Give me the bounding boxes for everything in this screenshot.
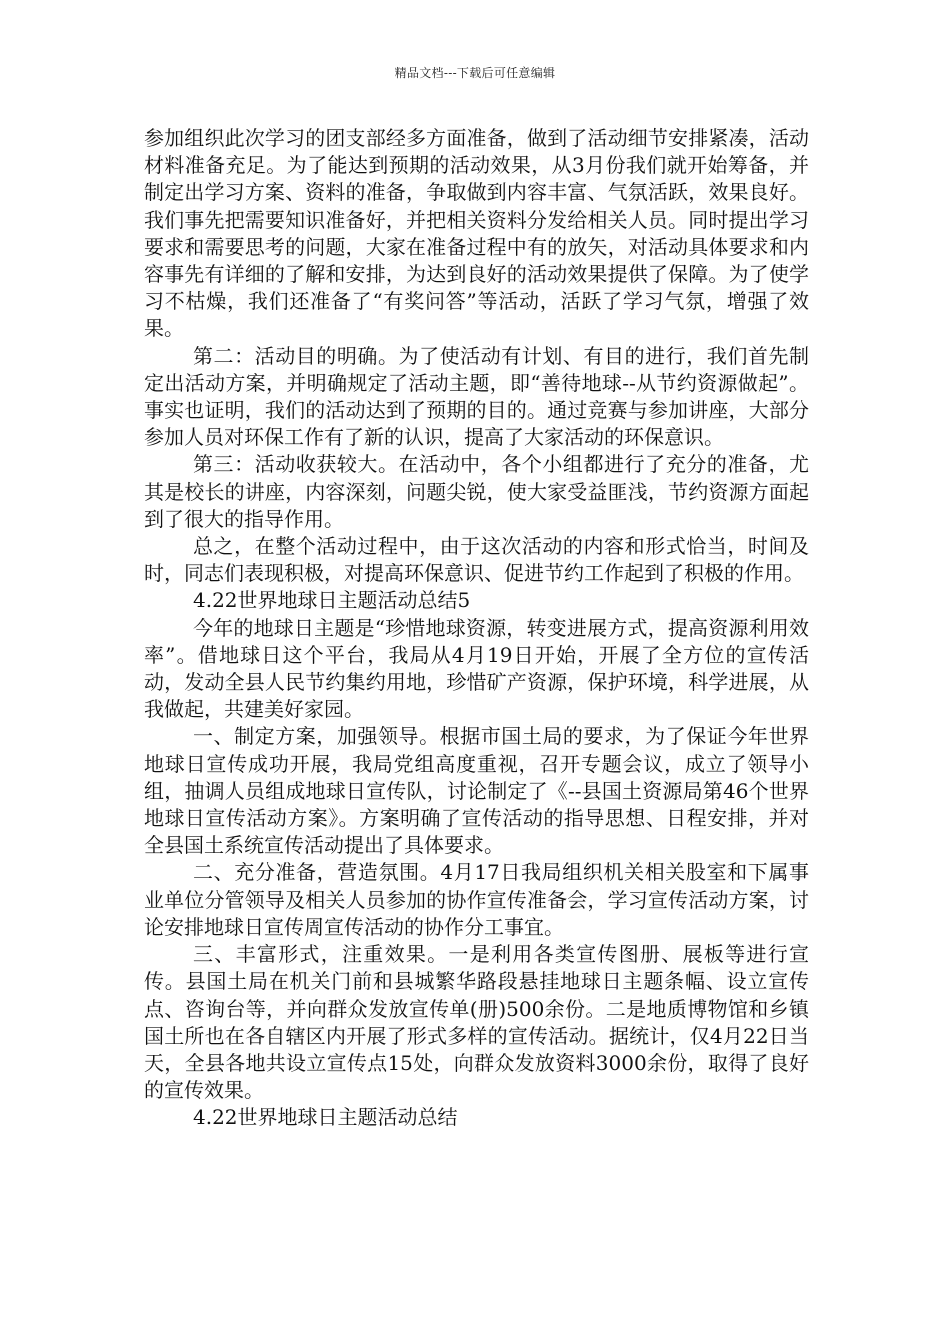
paragraph-preparation: 参加组织此次学习的团支部经多方面准备，做到了活动细节安排紧凑，活动材料准备充足。为了能达到预期的活动效果，从3月份我们就开始筹备，并制定出学习方案、资料的准备，争取做到内容丰富、气氛活跃，效果良好。我们事先把需要知识准备好，并把相关资料分发给相关人员。同时提出学习要求和需要思考的问题，大家在准备过程中有的放矢，对活动具体要求和内容事先有详细的了解和安排，为达到良好的活动效果提供了保障。为了使学习不枯燥，我们还准备了“有奖问答”等活动，活跃了学习气氛，增强了效果。 [144,126,809,341]
paragraph-preparation-atmosphere: 二、充分准备，营造氛围。4月17日我局组织机关相关股室和下属事业单位分管领导及相关人员参加的协作宣传准备会，学习宣传活动方案，讨论安排地球日宣传周宣传活动的协作分工事宜。 [144,860,809,939]
page-header: 精品文档---下载后可任意编辑 [394,66,556,80]
paragraph-conclusion: 总之，在整个活动过程中，由于这次活动的内容和形式恰当，时间及时，同志们表现积极，对提高环保意识、促进节约工作起到了积极的作用。 [144,534,809,586]
paragraph-third-point: 第三：活动收获较大。在活动中，各个小组都进行了充分的准备，尤其是校长的讲座，内容深刻，问题尖锐，使大家受益匪浅，节约资源方面起到了很大的指导作用。 [144,452,809,531]
paragraph-rich-forms: 三、丰富形式，注重效果。一是利用各类宣传图册、展板等进行宣传。县国土局在机关门前和县城繁华路段悬挂地球日主题条幅、设立宣传点、咨询台等，并向群众发放宣传单(册)500余份。二是地质博物馆和乡镇国土所也在各自辖区内开展了形式多样的宣传活动。据统计，仅4月22日当天，全县各地共设立宣传点15处，向群众发放资料3000余份，取得了良好的宣传效果。 [144,942,809,1103]
document-body [144,125,809,1132]
paragraph-second-point: 第二：活动目的明确。为了使活动有计划、有目的进行，我们首先制定出活动方案，并明确规定了活动主题，即“善待地球--从节约资源做起”。事实也证明，我们的活动达到了预期的目的。通过竞赛与参加讲座，大部分参加人员对环保工作有了新的认识，提高了大家活动的环保意识。 [144,343,809,450]
section-heading-final: 4.22世界地球日主题活动总结 [193,1105,458,1130]
paragraph-earth-day-theme: 今年的地球日主题是“珍惜地球资源，转变进展方式，提高资源利用效率”。借地球日这个平台，我局从4月19日开始，开展了全方位的宣传活动，发动全县人民节约集约用地，珍惜矿产资源，保护环境，科学进展，从我做起，共建美好家园。 [144,615,809,722]
paragraph-plan-leadership: 一、制定方案，加强领导。根据市国土局的要求，为了保证今年世界地球日宣传成功开展，我局党组高度重视，召开专题会议，成立了领导小组，抽调人员组成地球日宣传队，讨论制定了《--县国土资源局第46个世界地球日宣传活动方案》。方案明确了宣传活动的指导思想、日程安排，并对全县国土系统宣传活动提出了具体要求。 [144,724,809,858]
section-heading-5: 4.22世界地球日主题活动总结5 [193,588,471,613]
